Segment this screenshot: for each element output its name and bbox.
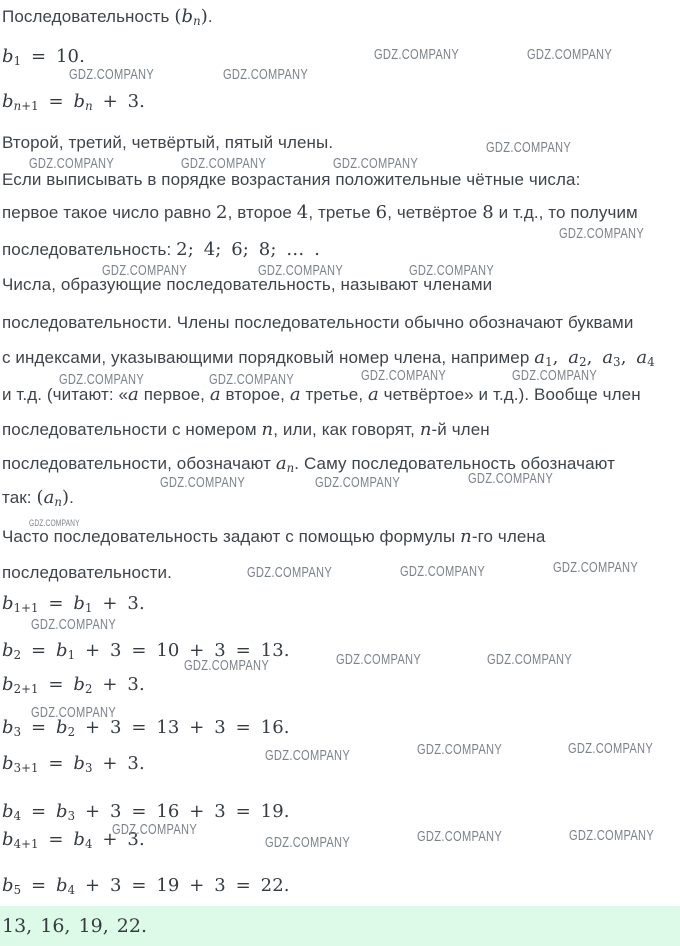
gdz-company-watermark: GDZ.COMPANY xyxy=(31,616,117,633)
text-fragment: Если выписывать в порядке возрастания положительные чётные числа: xyxy=(2,170,581,189)
math-fragment: $b_{4+1} = b_4 + 3$. xyxy=(2,829,145,851)
gdz-company-watermark: GDZ.COMPANY xyxy=(209,371,295,388)
math-fragment: a xyxy=(209,384,221,405)
text-fragment: четвёртое» и т.д.). Вообще член xyxy=(378,385,641,404)
math-fragment: 8 xyxy=(482,202,494,223)
text-fragment: последовательности с номером xyxy=(2,420,262,439)
text-fragment: последовательности. Члены последовательности обычно обозначают буквами xyxy=(2,313,634,332)
gdz-company-watermark: GDZ.COMPANY xyxy=(265,747,351,764)
text-fragment: . xyxy=(207,7,213,26)
text-fragment: Числа, образующие последовательность, называют членами xyxy=(2,275,493,294)
gdz-company-watermark: GDZ.COMPANY xyxy=(258,262,344,279)
gdz-company-watermark: GDZ.COMPANY xyxy=(181,155,267,172)
text-line-12 xyxy=(2,419,490,440)
math-fragment: n xyxy=(419,419,432,440)
gdz-company-watermark: GDZ.COMPANY xyxy=(527,46,613,63)
gdz-company-watermark: GDZ.COMPANY xyxy=(333,155,419,172)
math-fragment: 2 xyxy=(216,202,228,223)
gdz-company-watermark: GDZ.COMPANY xyxy=(336,651,422,668)
gdz-company-watermark: GDZ.COMPANY xyxy=(102,262,188,279)
gdz-company-watermark: GDZ.COMPANY xyxy=(31,704,117,721)
gdz-company-watermark: GDZ.COMPANY xyxy=(568,740,654,757)
math-fragment: a xyxy=(367,384,379,405)
text-fragment: Последовательность xyxy=(2,7,175,26)
gdz-company-watermark: GDZ.COMPANY xyxy=(417,741,503,758)
text-line-6 xyxy=(2,202,638,223)
math-fragment: $b_1 = 10$. xyxy=(2,46,85,68)
math-fragment: $(a_n)$ xyxy=(36,487,70,509)
gdz-company-watermark: GDZ.COMPANY xyxy=(417,828,503,845)
math-fragment: $b_{2+1} = b_2 + 3$. xyxy=(2,674,145,696)
text-fragment: последовательности, обозначают xyxy=(2,454,276,473)
gdz-company-watermark: GDZ.COMPANY xyxy=(160,474,246,491)
text-fragment: , четвёртое xyxy=(387,203,483,222)
gdz-company-watermark: GDZ.COMPANY xyxy=(512,367,598,384)
math-fragment: $b_5 = b_4 + 3 = 19 + 3 = 22$. xyxy=(2,875,290,897)
gdz-company-watermark: GDZ.COMPANY xyxy=(487,651,573,668)
gdz-company-watermark: GDZ.COMPANY xyxy=(112,821,198,838)
text-fragment: -й член xyxy=(431,420,490,439)
math-fragment: n xyxy=(460,526,472,547)
text-fragment: с индексами, указывающими порядковый номер члена, например xyxy=(2,348,535,367)
gdz-company-watermark: GDZ.COMPANY xyxy=(184,657,270,674)
text-fragment: , третье xyxy=(308,203,376,222)
math-fragment: $b_4 = b_3 + 3 = 16 + 3 = 19$. xyxy=(2,801,290,823)
math-fragment: $b_{3+1} = b_3 + 3$. xyxy=(2,753,145,775)
math-fragment: 2; 4; 6; 8; … . xyxy=(176,239,321,260)
text-line-24 xyxy=(2,875,290,896)
gdz-company-watermark: GDZ.COMPANY xyxy=(468,470,554,487)
text-line-10 xyxy=(2,347,655,368)
answer-highlight xyxy=(0,906,680,946)
text-fragment: Часто последовательность задают с помощью формулы xyxy=(2,527,461,546)
math-fragment: $a_n$ xyxy=(275,453,295,475)
text-fragment: -го члена xyxy=(471,527,546,546)
math-fragment: $b_{1+1} = b_1 + 3$. xyxy=(2,593,145,615)
text-fragment: второе, xyxy=(220,385,290,404)
text-fragment: третье, xyxy=(300,385,368,404)
gdz-company-watermark: GDZ.COMPANY xyxy=(409,262,495,279)
gdz-company-watermark: GDZ.COMPANY xyxy=(569,827,655,844)
text-fragment: Второй, третий, четвёртый, пятый члены. xyxy=(2,133,334,152)
text-fragment: , или, как говорят, xyxy=(273,420,420,439)
text-line-7 xyxy=(2,239,320,260)
gdz-company-watermark: GDZ.COMPANY xyxy=(223,66,309,83)
gdz-company-watermark: GDZ.COMPANY xyxy=(247,564,333,581)
text-line-15 xyxy=(2,526,545,547)
text-line-17 xyxy=(2,593,145,614)
gdz-company-watermark: GDZ.COMPANY xyxy=(486,139,572,156)
math-fragment: 4 xyxy=(296,202,309,223)
math-fragment: $b_2 = b_1 + 3 = 10 + 3 = 13$. xyxy=(2,640,290,662)
math-fragment: n xyxy=(261,419,274,440)
math-fragment: $b_{n+1} = b_n + 3$. xyxy=(2,91,145,113)
gdz-company-watermark: GDZ.COMPANY xyxy=(265,834,351,851)
text-line-5 xyxy=(2,169,580,190)
gdz-company-watermark: GDZ.COMPANY xyxy=(59,371,145,388)
text-line-9 xyxy=(2,312,633,333)
text-line-22 xyxy=(2,801,290,822)
text-fragment: последовательность: xyxy=(2,240,177,259)
gdz-company-watermark: GDZ.COMPANY xyxy=(315,474,401,491)
gdz-company-watermark: GDZ.COMPANY xyxy=(69,66,155,83)
math-fragment: $b_3 = b_2 + 3 = 13 + 3 = 16$. xyxy=(2,717,290,739)
text-fragment: первое, xyxy=(138,385,210,404)
text-fragment: , второе xyxy=(227,203,297,222)
text-line-21 xyxy=(2,753,145,774)
gdz-company-watermark: GDZ.COMPANY xyxy=(400,563,486,580)
text-line-1 xyxy=(2,6,213,27)
text-line-4 xyxy=(2,132,333,153)
gdz-company-watermark: GDZ.COMPANY xyxy=(553,559,639,576)
text-line-2 xyxy=(2,46,85,67)
text-fragment: последовательности. xyxy=(2,563,172,582)
gdz-company-watermark: GDZ.COMPANY xyxy=(29,518,80,528)
math-fragment: a xyxy=(128,384,139,405)
math-fragment: $(b_n)$ xyxy=(174,6,208,28)
text-fragment: и т.д. (читают: « xyxy=(2,385,129,404)
text-fragment: . xyxy=(69,488,74,507)
gdz-company-watermark: GDZ.COMPANY xyxy=(29,155,115,172)
text-line-3 xyxy=(2,91,145,112)
gdz-company-watermark: GDZ.COMPANY xyxy=(559,225,645,242)
text-line-16 xyxy=(2,562,172,583)
gdz-company-watermark: GDZ.COMPANY xyxy=(374,46,460,63)
math-fragment: 6 xyxy=(375,202,388,223)
text-line-19 xyxy=(2,674,145,695)
text-fragment: первое такое число равно xyxy=(2,203,217,222)
answer-text: 13, 16, 19, 22. xyxy=(2,915,147,937)
math-fragment: a xyxy=(289,384,301,405)
gdz-company-watermark: GDZ.COMPANY xyxy=(361,367,447,384)
text-fragment: и т.д., то получим xyxy=(493,203,638,222)
text-line-14 xyxy=(2,487,74,508)
text-fragment: . Саму последовательность обозначают xyxy=(294,454,615,473)
text-fragment: так: xyxy=(2,488,37,507)
math-fragment: $a_1$, $a_2$, $a_3$, $a_4$ xyxy=(534,347,655,369)
